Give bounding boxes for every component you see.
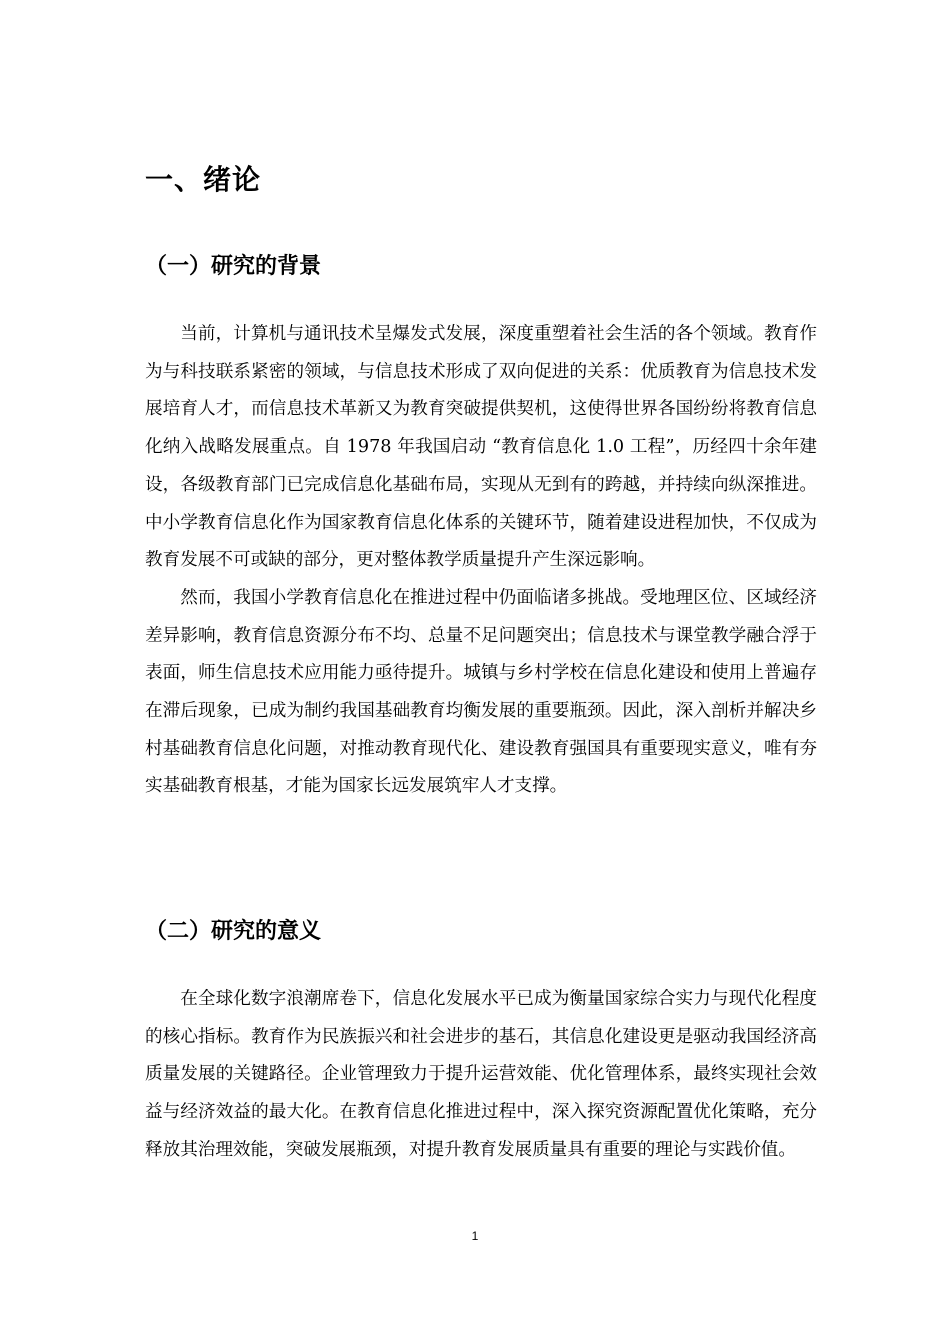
- paragraph: 在全球化数字浪潮席卷下，信息化发展水平已成为衡量国家综合实力与现代化程度的核心指标。教育作为民族振兴和社会进步的基石，其信息化建设更是驱动我国经济高质量发展的关键路径。企业管理致力于提升运营效能、优化管理体系，最终实现社会效益与经济效益的最大化。在教育信息化推进过程中，深入探究资源配置优化策略，充分释放其治理效能，突破发展瓶颈，对提升教育发展质量具有重要的理论与实践价值。: [145, 989, 817, 1160]
- chapter-title: 一、绪论: [145, 163, 262, 196]
- paragraph: 当前，计算机与通讯技术呈爆发式发展，深度重塑着社会生活的各个领域。教育作为与科技联系紧密的领域，与信息技术形成了双向促进的关系：优质教育为信息技术发展培育人才，而信息技术革新又为教育突破提供契机，这使得世界各国纷纷将教育信息化纳入战略发展重点。自 1978 年我国启动 “教育信息化 1.0 工程”，历经四十余年建设，各级教育部门已完成信息化基础布局，实现从无到有的跨越，并持续向纵深推进。中小学教育信息化作为国家教育信息化体系的关键环节，随着建设进程加快，不仅成为教育发展不可或缺的部分，更对整体教学质量提升产生深远影响。: [145, 324, 817, 571]
- page-number: 1: [471, 1229, 479, 1243]
- paragraph: 然而，我国小学教育信息化在推进过程中仍面临诸多挑战。受地理区位、区域经济差异影响，教育信息资源分布不均、总量不足问题突出；信息技术与课堂教学融合浮于表面，师生信息技术应用能力亟待提升。城镇与乡村学校在信息化建设和使用上普遍存在滞后现象，已成为制约我国基础教育均衡发展的重要瓶颈。因此，深入剖析并解决乡村基础教育信息化问题，对推动教育现代化、建设教育强国具有重要现实意义，唯有夯实基础教育根基，才能为国家长远发展筑牢人才支撑。: [145, 587, 817, 797]
- section-body-significance: [145, 981, 817, 1170]
- section-heading-significance: （二）研究的意义: [145, 919, 322, 944]
- section-body-background: [145, 316, 817, 806]
- section-heading-background: （一）研究的背景: [145, 254, 322, 279]
